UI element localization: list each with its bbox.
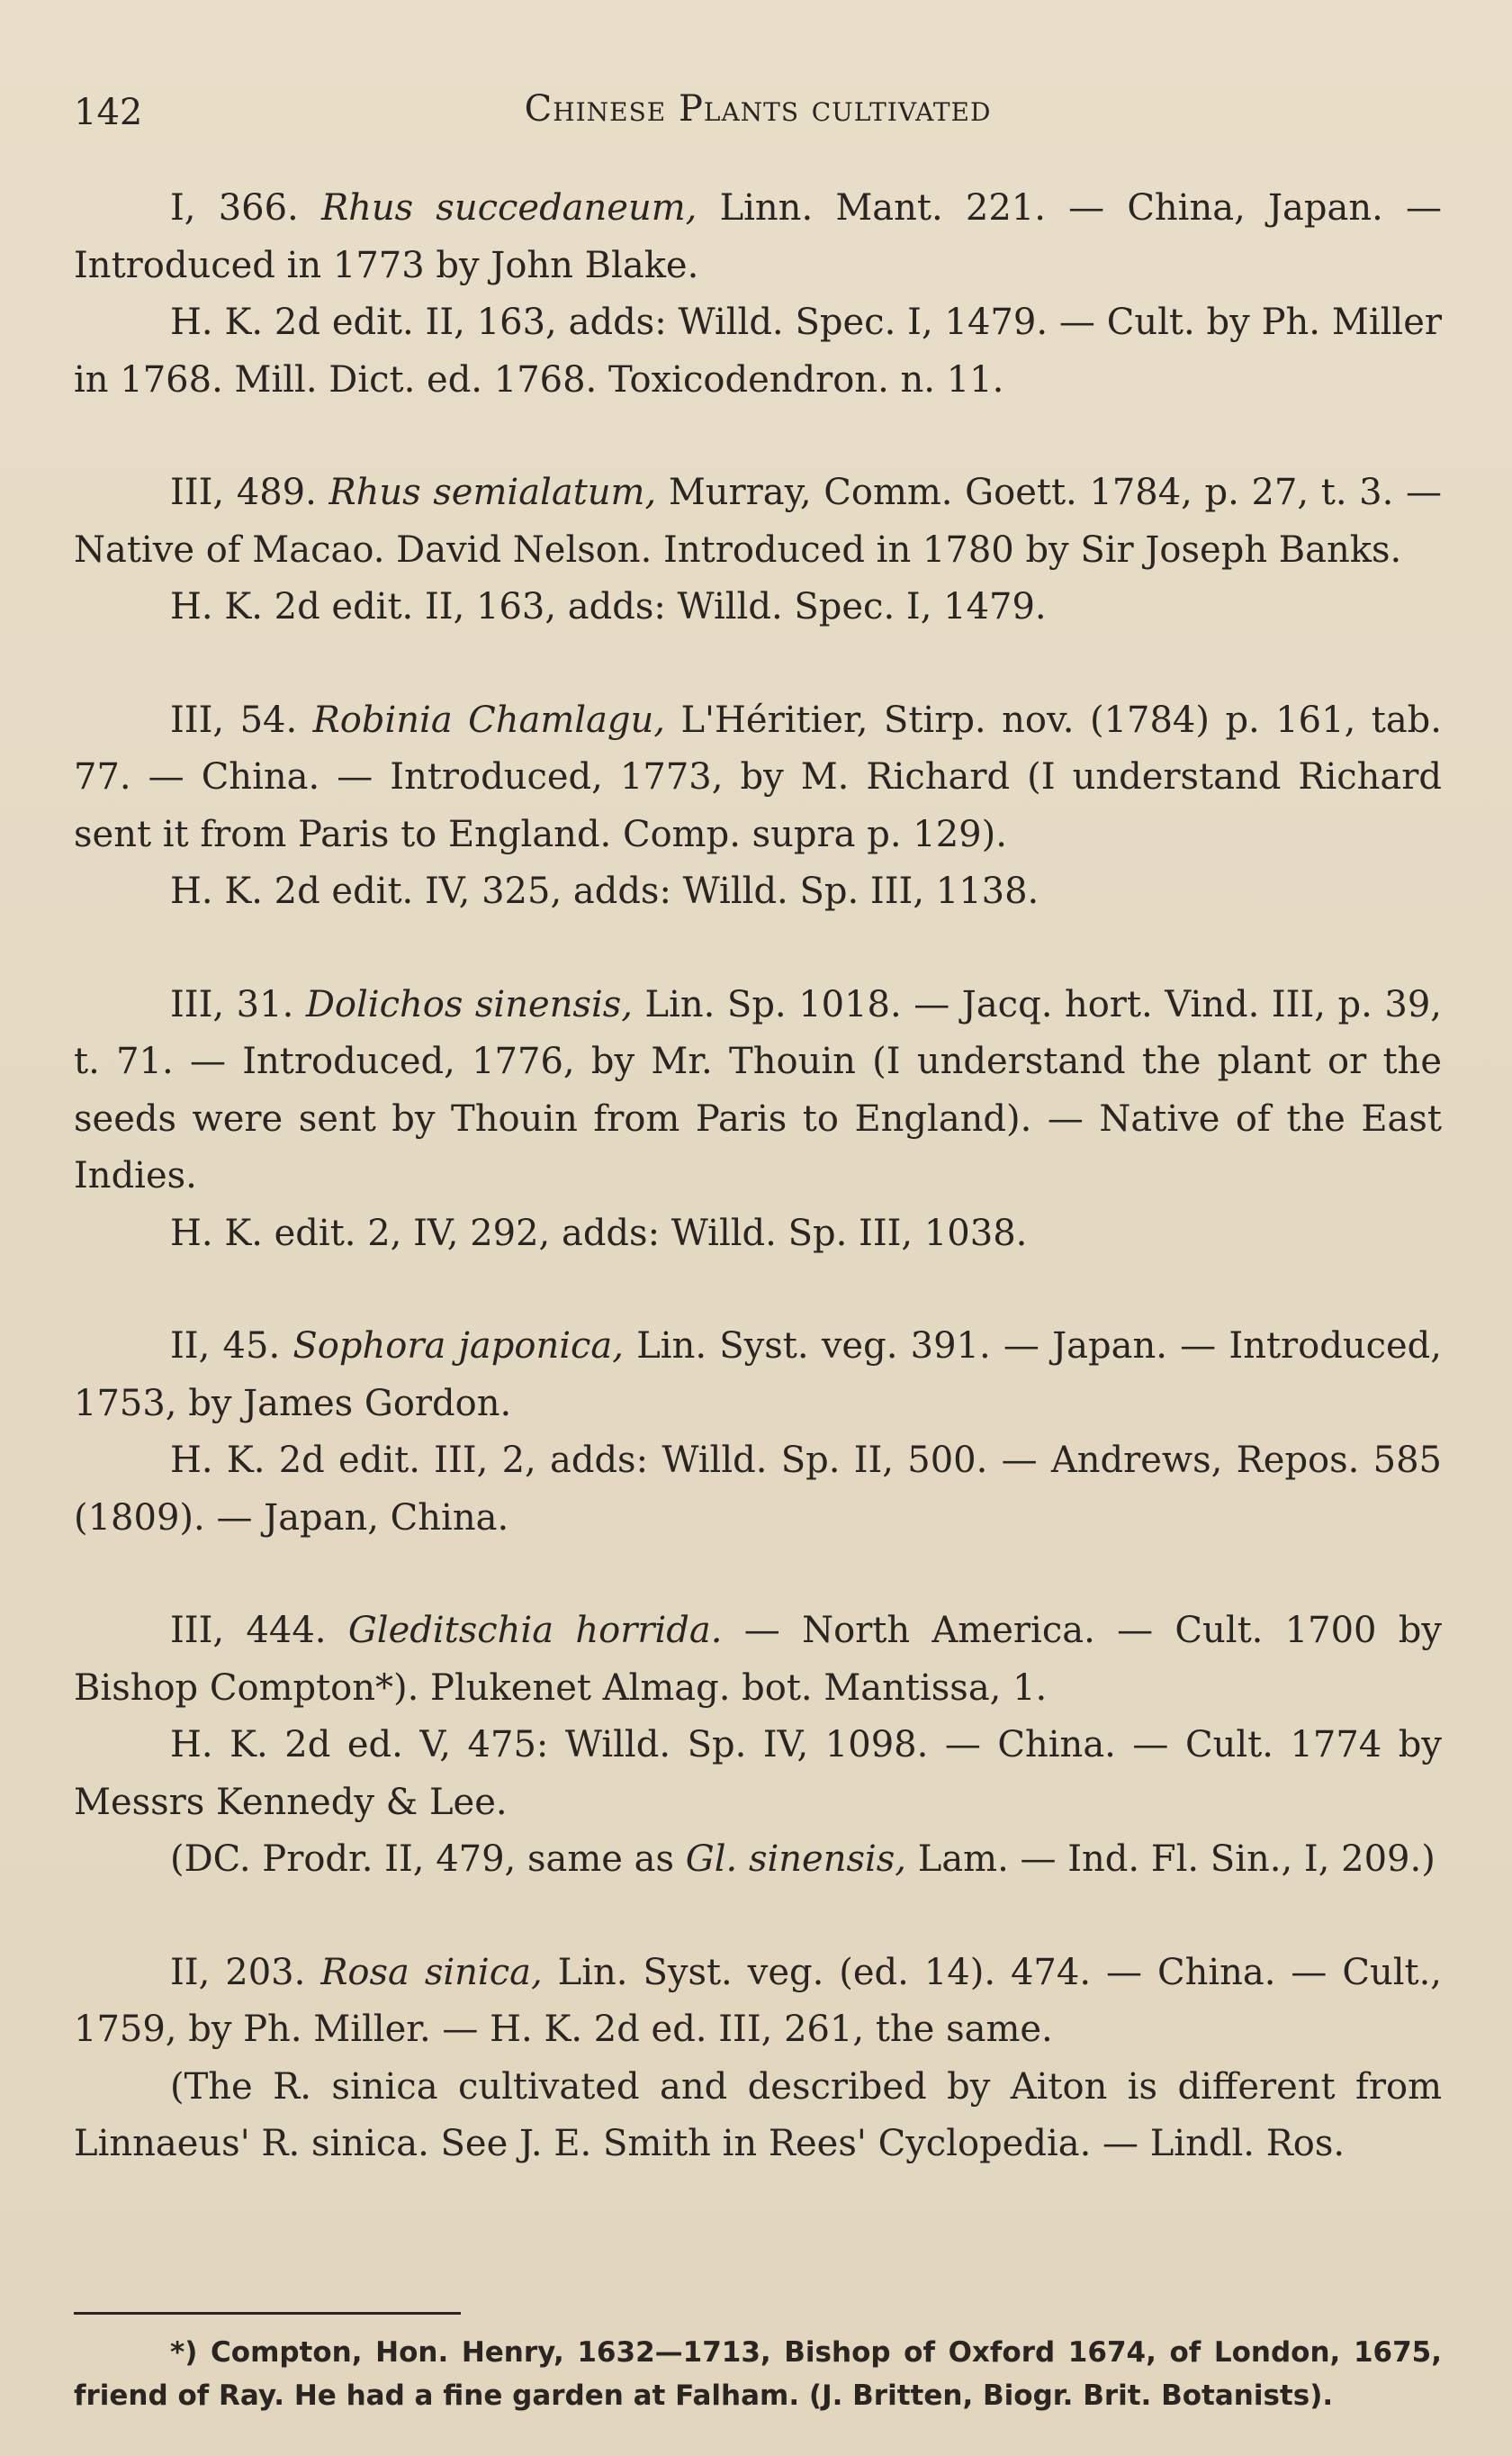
footnote-text: Compton, Hon. Henry, 1632—1713, Bishop of Oxford 1674, of London, 1675, friend of Ray. He had a fine garden at Falham. (J. Britten, Biogr. Brit. Botanists). <box>74 2336 1443 2412</box>
entry-rhus-semialatum <box>74 465 1442 637</box>
entry-ref: III, 489. <box>170 472 317 513</box>
entry-addition: H. K. 2d edit. II, 163, adds: Willd. Spec. I, 1479. <box>170 586 1047 628</box>
note-text: Lam. — Ind. Fl. Sin., I, 209.) <box>917 1838 1436 1880</box>
entry-main <box>74 1603 1442 1717</box>
entry-ref: II, 203. <box>170 1951 306 1993</box>
entry-main <box>74 977 1442 1205</box>
entry-note <box>74 1831 1442 1889</box>
entry-text: Lin. Sp. 1018. — Jacq. hort. Vind. III, p. 39, t. 71. — Introduced, 1776, by Mr. Thouin (I understand the plant or the seeds were sent by Thouin from Paris to England). — Native of the East Indies. <box>74 983 1443 1196</box>
entry-ref: III, 444. <box>170 1610 327 1651</box>
note-text: (DC. Prodr. II, 479, same as <box>170 1838 675 1880</box>
entry-addition: (The R. sinica cultivated and described by Aiton is different from Linnaeus' R. sinica. See J. E. Smith in Rees' Cyclopedia. — Lindl. Ros. <box>74 2065 1442 2164</box>
entry-main <box>74 180 1442 294</box>
species-name: Rhus semialatum, <box>328 472 657 513</box>
footnote-mark: *) <box>170 2336 198 2369</box>
entry-text: L'Héritier, Stirp. nov. (1784) p. 161, tab. 77. — China. — Introduced, 1773, by M. Richard (I understand Richard sent it from Paris to England. Comp. supra p. 129). <box>74 699 1442 855</box>
species-name: Sophora japonica, <box>292 1325 624 1367</box>
entry-main <box>74 1945 1442 2059</box>
footnote-divider <box>74 2312 461 2315</box>
page-number: 142 <box>74 92 143 133</box>
species-name: Gleditschia horrida. <box>347 1610 723 1651</box>
body-text <box>74 180 1442 2229</box>
entry-main <box>74 465 1442 579</box>
entry-robinia-chamlagu <box>74 692 1442 921</box>
entry-addition: H. K. 2d edit. III, 2, adds: Willd. Sp. II, 500. — Andrews, Repos. 585 (1809). — Japan, China. <box>74 1440 1442 1539</box>
entry-text: Lin. Syst. veg. 391. — Japan. — Introduced, 1753, by James Gordon. <box>74 1325 1443 1424</box>
entry-addition: H. K. 2d ed. V, 475: Willd. Sp. IV, 1098. — China. — Cult. 1774 by Messrs Kennedy & Lee. <box>74 1724 1442 1823</box>
entry-ref: III, 31. <box>170 983 294 1025</box>
entry-text: Linn. Mant. 221. — China, Japan. — Introduced in 1773 by John Blake. <box>74 187 1442 286</box>
entry-main <box>74 692 1442 864</box>
entry-rhus-succedaneum <box>74 180 1442 409</box>
entry-gleditschia-horrida <box>74 1603 1442 1889</box>
page-header <box>74 85 1442 139</box>
entry-text: Lin. Syst. veg. (ed. 14). 474. — China. — Cult., 1759, by Ph. Miller. — H. K. 2d ed. III, 261, the same. <box>74 1951 1443 2050</box>
entry-main <box>74 1318 1442 1432</box>
species-name: Robinia Chamlagu, <box>312 699 665 741</box>
entry-text: Murray, Comm. Goett. 1784, p. 27, t. 3. — Native of Macao. David Nelson. Introduced in 1780 by Sir Joseph Banks. <box>74 472 1442 571</box>
entry-addition: H. K. 2d edit. IV, 325, adds: Willd. Sp. III, 1138. <box>170 871 1040 912</box>
running-head: Chinese Plants cultivated <box>524 88 992 130</box>
entry-ref: I, 366. <box>170 187 299 229</box>
entry-sophora-japonica <box>74 1318 1442 1547</box>
footnote <box>74 2331 1442 2417</box>
note-species-name: Gl. sinensis, <box>685 1838 907 1880</box>
entry-rosa-sinica <box>74 1945 1442 2173</box>
species-name: Rosa sinica, <box>320 1951 543 1993</box>
entry-ref: II, 45. <box>170 1325 281 1367</box>
entry-text: — North America. — Cult. 1700 by Bishop Compton*). Plukenet Almag. bot. Mantissa, 1. <box>74 1610 1443 1709</box>
species-name: Dolichos sinensis, <box>305 983 633 1025</box>
entry-addition: H. K. 2d edit. II, 163, adds: Willd. Spec. I, 1479. — Cult. by Ph. Miller in 1768. Mill. Dict. ed. 1768. Toxicodendron. n. 11. <box>74 302 1442 401</box>
species-name: Rhus succedaneum, <box>320 187 698 229</box>
entry-addition: H. K. edit. 2, IV, 292, adds: Willd. Sp. III, 1038. <box>170 1212 1028 1254</box>
entry-dolichos-sinensis <box>74 977 1442 1263</box>
entry-ref: III, 54. <box>170 699 298 741</box>
